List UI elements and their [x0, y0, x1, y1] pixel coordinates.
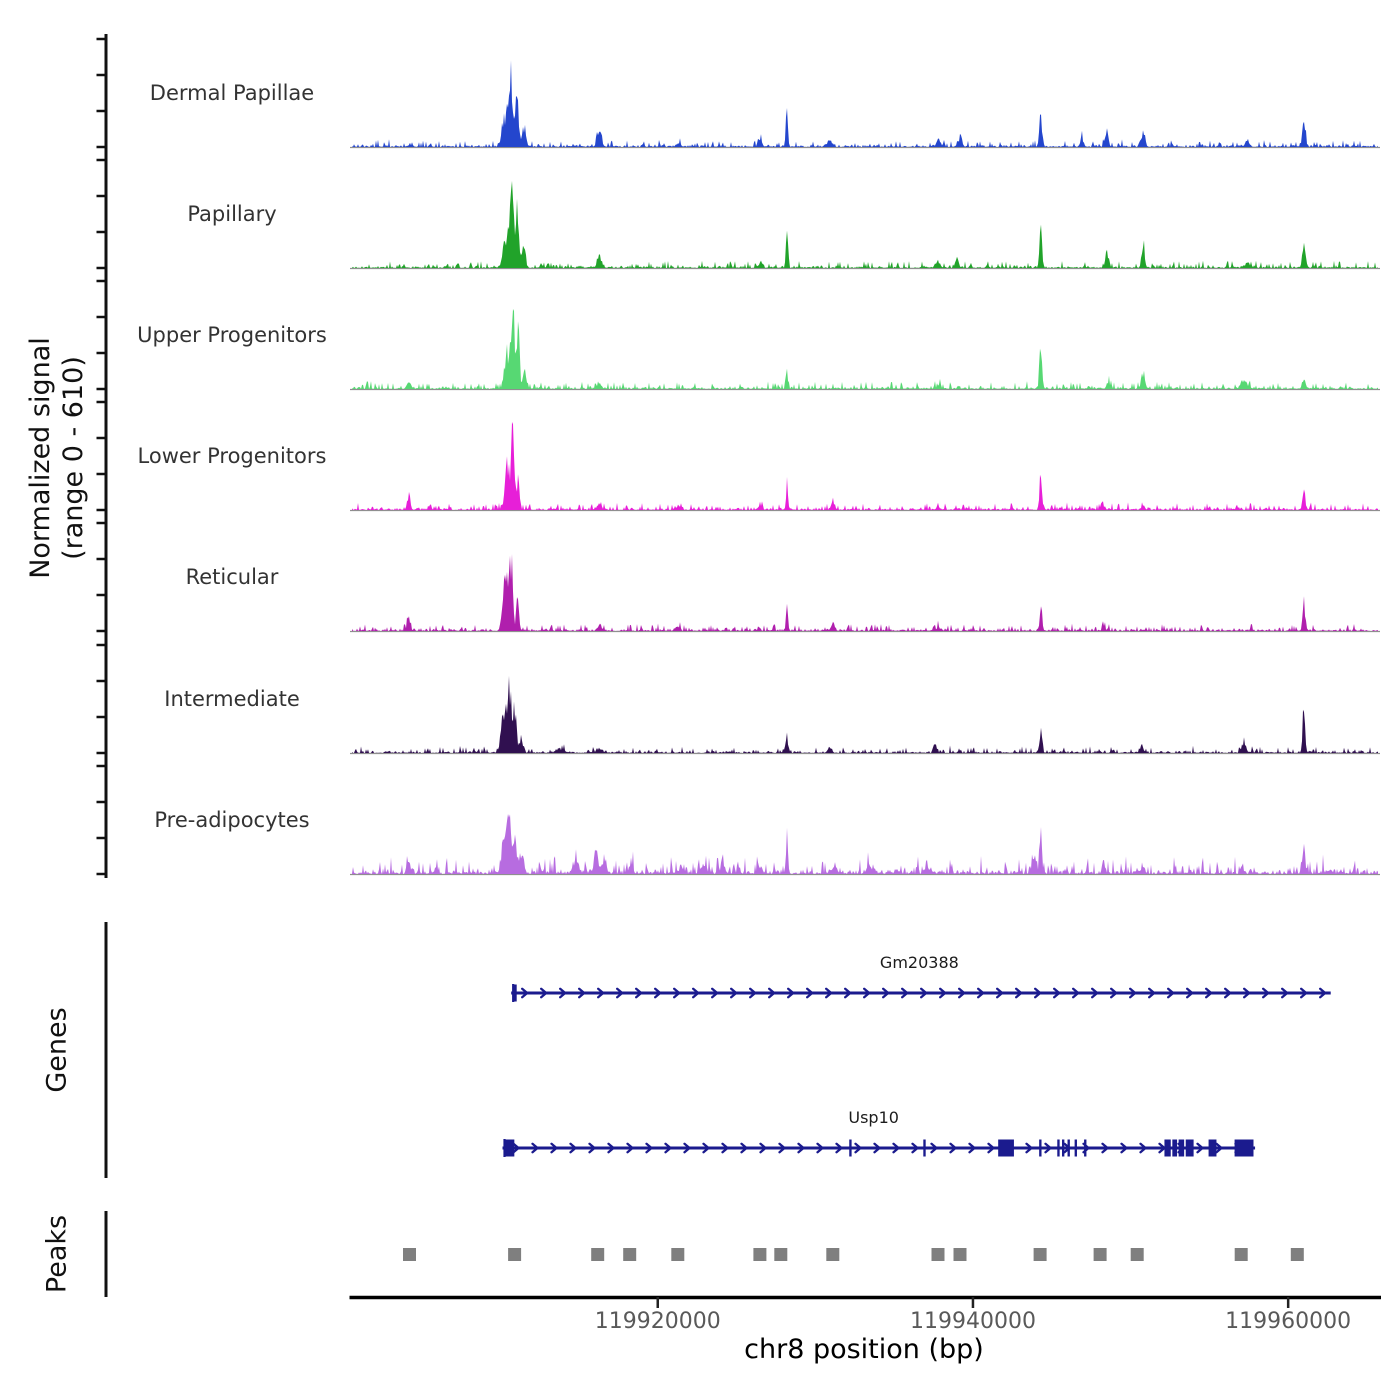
- track-label-dermal-papillae: Dermal Papillae: [149, 81, 315, 105]
- x-axis-tick-label-0: 119920000: [594, 1309, 721, 1334]
- genome-browser-figure: Normalized signal (range 0 - 610) Genes Peaks Dermal Papillae Papillary Upper Progenitors Lower Progenitors Reticular Intermediate Pre-adipocytes Gm20388 Usp10 119920000 119940000 119960000 chr8 position (bp): [0, 0, 1400, 1400]
- peaks-squares: [403, 1248, 1304, 1261]
- gene-model-usp10: [503, 1139, 1256, 1157]
- gene-model-gm20388: [511, 984, 1331, 1002]
- x-axis-title: chr8 position (bp): [744, 1334, 984, 1365]
- track-label-lower-progenitors: Lower Progenitors: [137, 444, 327, 468]
- gene-label-gm20388: Gm20388: [879, 953, 959, 972]
- track-label-pre-adipocytes: Pre-adipocytes: [154, 808, 310, 832]
- signal-track-upper-progenitors: [350, 309, 1380, 390]
- signal-track-reticular: [350, 554, 1380, 632]
- track-label-upper-progenitors: Upper Progenitors: [137, 323, 327, 347]
- signal-track-lower-progenitors: [350, 422, 1380, 511]
- track-label-papillary: Papillary: [187, 202, 277, 226]
- signal-track-dermal-papillae: [350, 60, 1380, 147]
- y-axis-label-line2: (range 0 - 610): [58, 356, 89, 560]
- gene-label-usp10: Usp10: [848, 1108, 899, 1127]
- y-axis-label-line1: Normalized signal: [25, 337, 56, 579]
- x-axis-tick-label-2: 119960000: [1225, 1309, 1352, 1334]
- track-label-reticular: Reticular: [185, 565, 279, 589]
- signal-track-pre-adipocytes: [350, 814, 1380, 875]
- track-label-intermediate: Intermediate: [164, 687, 300, 711]
- x-axis-tick-label-1: 119940000: [909, 1309, 1036, 1334]
- signal-track-papillary: [350, 181, 1380, 269]
- signal-track-intermediate: [350, 676, 1380, 754]
